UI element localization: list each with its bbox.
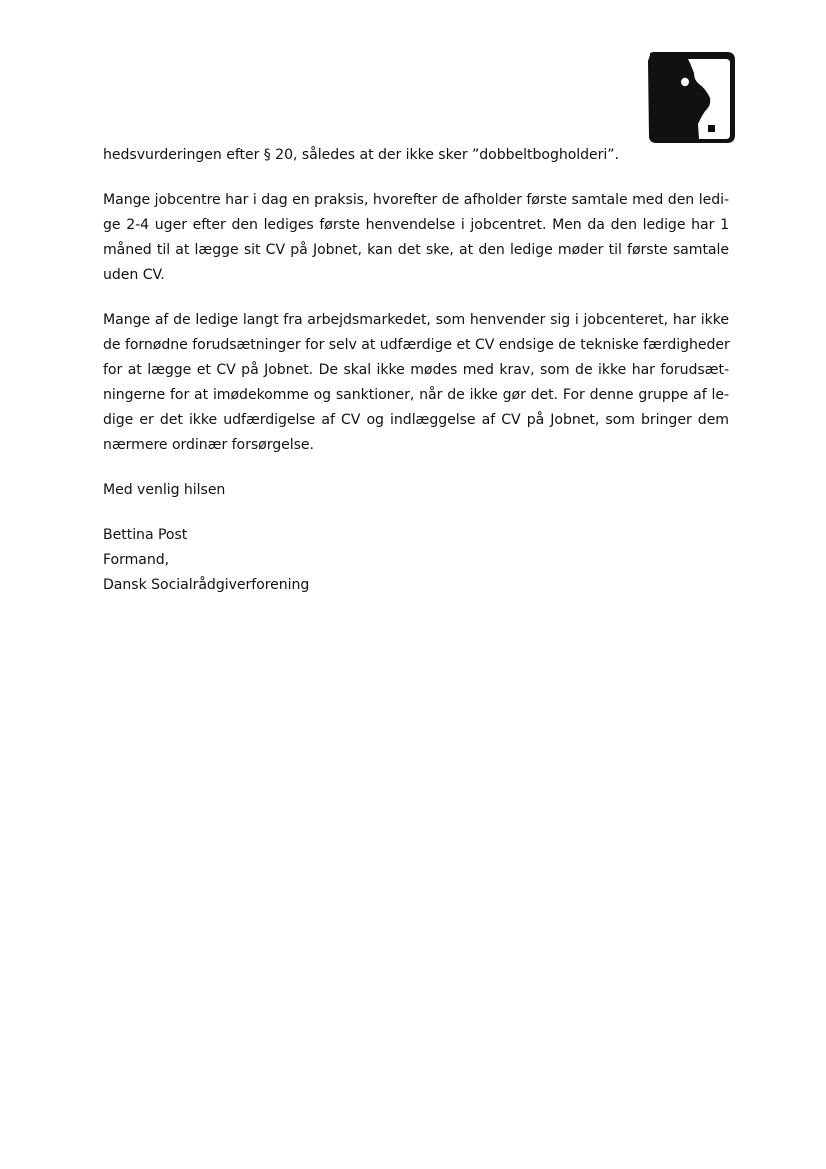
letter-body <box>103 143 743 598</box>
closing-greeting: Med venlig hilsen <box>103 482 226 498</box>
paragraph-2-line: måned til at lægge sit CV på Jobnet, kan det ske, at den ledige møder til første samtale <box>103 242 729 258</box>
organization-logo-icon <box>647 51 736 144</box>
paragraph-2-line: Mange jobcentre har i dag en praksis, hvorefter de afholder første samtale med den ledi- <box>103 192 729 208</box>
signature-name: Bettina Post <box>103 527 188 543</box>
paragraph-1 <box>103 143 743 168</box>
signature-block <box>103 523 743 598</box>
logo-small-square <box>708 125 715 132</box>
paragraph-3-line: ningerne for at imødekomme og sanktioner, når de ikke gør det. For denne gruppe af le- <box>103 387 729 403</box>
paragraph-3-line: for at lægge et CV på Jobnet. De skal ikke mødes med krav, som de ikke har forudsæt- <box>103 362 729 378</box>
paragraph-1-line: hedsvurderingen efter § 20, således at der ikke sker ”dobbeltbogholderi”. <box>103 147 619 163</box>
paragraph-3-line: nærmere ordinær forsørgelse. <box>103 437 314 453</box>
paragraph-2 <box>103 188 743 288</box>
paragraph-2-line: ge 2-4 uger efter den lediges første henvendelse i jobcentret. Men da den ledige har 1 <box>103 217 729 233</box>
logo-eye-dot <box>681 78 689 86</box>
paragraph-3-line: dige er det ikke udfærdigelse af CV og indlæggelse af CV på Jobnet, som bringer dem <box>103 412 729 428</box>
logo-graphic <box>647 51 736 144</box>
paragraph-3-line: Mange af de ledige langt fra arbejdsmarkedet, som henvender sig i jobcenteret, har ikke <box>103 312 729 328</box>
paragraph-3 <box>103 308 743 458</box>
paragraph-3-line: de fornødne forudsætninger for selv at udfærdige et CV endsige de tekniske færdigheder <box>103 337 730 353</box>
paragraph-2-line: uden CV. <box>103 267 165 283</box>
signature-organization: Dansk Socialrådgiverforening <box>103 577 310 593</box>
signature-title: Formand, <box>103 552 170 568</box>
